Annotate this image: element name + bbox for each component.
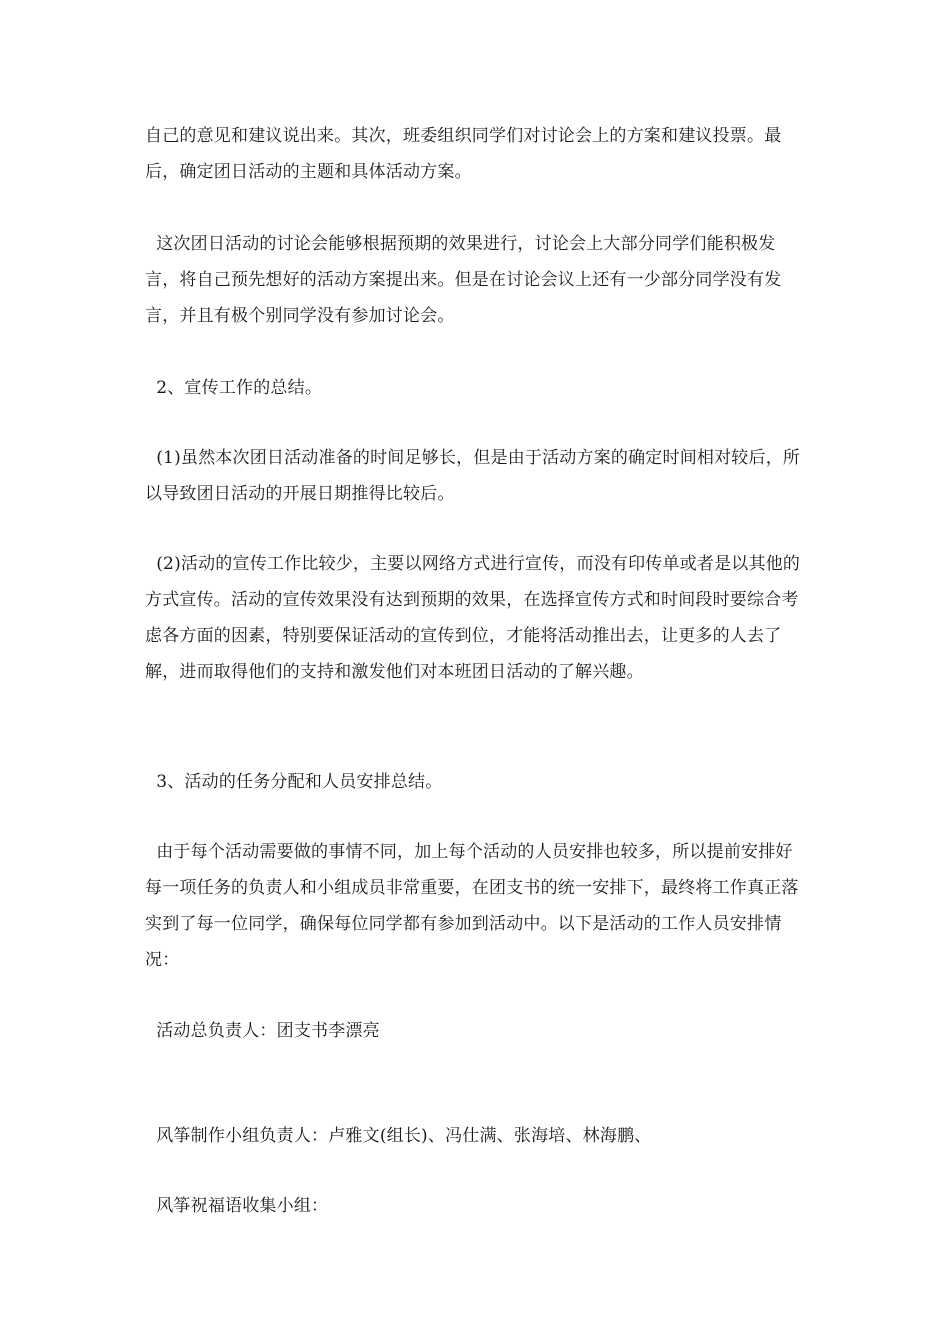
staff-lead: 活动总负责人：团支书李漂亮 (145, 1021, 380, 1041)
section-heading-tasks: 3、活动的任务分配和人员安排总结。 (145, 772, 443, 792)
section-heading-publicity: 2、宣传工作的总结。 (145, 378, 323, 398)
paragraph-publicity-1: (1)虽然本次团日活动准备的时间足够长，但是由于活动方案的确定时间相对较后，所以导致团日活动的开展日期推得比较后。 (145, 448, 801, 504)
paragraph-2: 这次团日活动的讨论会能够根据预期的效果进行，讨论会上大部分同学们能积极发言，将自己预先想好的活动方案提出来。但是在讨论会议上还有一少部分同学没有发言，并且有极个别同学没有参加讨论会。 (145, 234, 782, 326)
paragraph-publicity-2: (2)活动的宣传工作比较少，主要以网络方式进行宣传，而没有印传单或者是以其他的方式宣传。活动的宣传效果没有达到预期的效果，在选择宣传方式和时间段时要综合考虑各方面的因素，特别要保证活动的宣传到位，才能将活动推出去，让更多的人去了解，进而取得他们的支持和激发他们对本班团日活动的了解兴趣。 (145, 554, 801, 682)
paragraph-1: 自己的意见和建议说出来。其次，班委组织同学们对讨论会上的方案和建议投票。最后，确定团日活动的主题和具体活动方案。 (145, 126, 782, 182)
staff-blessing-collection-group: 风筝祝福语收集小组： (145, 1196, 329, 1216)
paragraph-tasks: 由于每个活动需要做的事情不同，加上每个活动的人员安排也较多，所以提前安排好每一项任务的负责人和小组成员非常重要，在团支书的统一安排下，最终将工作真正落实到了每一位同学，确保每位同学都有参加到活动中。以下是活动的工作人员安排情况： (145, 842, 799, 970)
staff-kite-making-group: 风筝制作小组负责人：卢雅文(组长)、冯仕满、张海培、林海鹏、 (145, 1126, 652, 1146)
